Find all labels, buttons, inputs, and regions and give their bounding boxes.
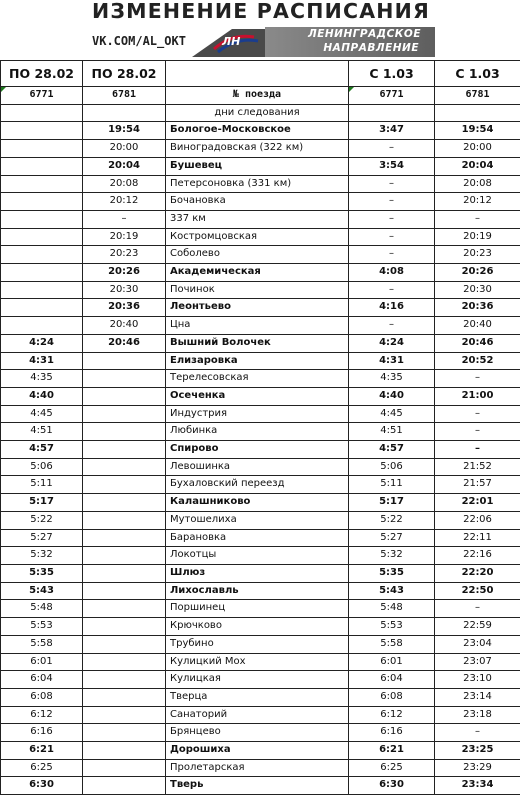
time-until-6771: 5:35 [1,564,83,582]
table-row [1,564,520,582]
station-name: Кулицкий Мох [166,653,349,671]
time-from-6771: 5:48 [349,600,435,618]
station-name: Елизаровка [166,352,349,370]
time-from-6771: 5:32 [349,547,435,565]
days-cell [83,104,166,122]
time-from-6781: 22:59 [435,618,520,636]
time-from-6771: 4:31 [349,352,435,370]
table-row [1,742,520,760]
days-cell [435,104,520,122]
table-row [1,529,520,547]
svg-text:ЛН: ЛН [221,35,240,48]
table-row [1,157,520,175]
time-until-6771: 5:32 [1,547,83,565]
time-until-6771 [1,122,83,140]
time-from-6781: 23:10 [435,671,520,689]
time-from-6771: 6:08 [349,688,435,706]
station-name: Цна [166,317,349,335]
table-row [1,582,520,600]
time-until-6771: 4:45 [1,405,83,423]
time-until-6781 [83,405,166,423]
time-until-6781 [83,511,166,529]
station-name: Пролетарская [166,759,349,777]
time-until-6771: 5:58 [1,635,83,653]
time-until-6781: 20:36 [83,299,166,317]
time-from-6771: – [349,175,435,193]
time-until-6781 [83,653,166,671]
time-until-6781 [83,494,166,512]
time-from-6781: 20:00 [435,140,520,158]
time-from-6771: 6:12 [349,706,435,724]
time-from-6781: 22:11 [435,529,520,547]
time-until-6781 [83,724,166,742]
table-row [1,299,520,317]
time-from-6771: 4:51 [349,423,435,441]
station-name: Трубино [166,635,349,653]
time-from-6771: – [349,228,435,246]
time-until-6781 [83,600,166,618]
time-from-6771: 4:40 [349,387,435,405]
station-name: Виноградовская (322 км) [166,140,349,158]
station-name: Леонтьево [166,299,349,317]
time-from-6771: 3:47 [349,122,435,140]
time-until-6771: 5:43 [1,582,83,600]
time-until-6771: 6:08 [1,688,83,706]
time-until-6771: 4:57 [1,441,83,459]
time-from-6771: 5:27 [349,529,435,547]
time-until-6781: – [83,210,166,228]
station-name: Починок [166,281,349,299]
time-from-6781: – [435,370,520,388]
time-from-6781: 20:08 [435,175,520,193]
col-header-from-1: С 1.03 [349,61,435,87]
train-number-cell: 6781 [435,87,520,105]
time-from-6781: – [435,423,520,441]
table-row [1,476,520,494]
time-until-6781: 20:04 [83,157,166,175]
time-until-6771: 5:22 [1,511,83,529]
time-from-6771: 5:06 [349,458,435,476]
time-until-6771: 4:51 [1,423,83,441]
time-until-6771: 4:24 [1,334,83,352]
time-from-6771: 5:35 [349,564,435,582]
station-name: Спирово [166,441,349,459]
time-until-6771 [1,157,83,175]
banner-line-2: НАПРАВЛЕНИЕ [323,42,419,54]
time-until-6771 [1,264,83,282]
days-cell [349,104,435,122]
time-until-6781 [83,635,166,653]
time-until-6781: 19:54 [83,122,166,140]
time-until-6771: 6:16 [1,724,83,742]
schedule-table [0,60,520,795]
time-until-6781 [83,458,166,476]
train-number-row [1,87,520,105]
time-until-6781 [83,706,166,724]
time-from-6781: 21:52 [435,458,520,476]
time-until-6771: 5:11 [1,476,83,494]
time-from-6781: 23:25 [435,742,520,760]
time-from-6781: 22:06 [435,511,520,529]
time-until-6781 [83,476,166,494]
time-from-6781: – [435,405,520,423]
station-name: Тверь [166,777,349,795]
time-from-6781: 20:40 [435,317,520,335]
time-from-6781: 20:19 [435,228,520,246]
station-name: Локотцы [166,547,349,565]
time-until-6771: 6:04 [1,671,83,689]
time-from-6781: 22:20 [435,564,520,582]
time-until-6781 [83,582,166,600]
time-from-6781: 21:00 [435,387,520,405]
time-from-6781: 23:14 [435,688,520,706]
time-from-6781: 23:07 [435,653,520,671]
time-until-6771 [1,175,83,193]
time-from-6781: 20:12 [435,193,520,211]
time-from-6771: – [349,140,435,158]
time-from-6771: 5:11 [349,476,435,494]
time-until-6771: 5:06 [1,458,83,476]
time-until-6781: 20:00 [83,140,166,158]
time-until-6771: 5:27 [1,529,83,547]
time-from-6781: 22:50 [435,582,520,600]
time-from-6771: 6:25 [349,759,435,777]
table-row [1,706,520,724]
table-row [1,458,520,476]
table-row [1,724,520,742]
time-from-6781: 20:36 [435,299,520,317]
station-name: Вышний Волочек [166,334,349,352]
time-until-6771: 6:12 [1,706,83,724]
time-from-6771: – [349,317,435,335]
station-name: Костромцовская [166,228,349,246]
station-name: Крючково [166,618,349,636]
schedule-table-wrapper [0,60,520,789]
time-until-6771: 5:53 [1,618,83,636]
time-from-6781: 23:18 [435,706,520,724]
time-until-6781: 20:40 [83,317,166,335]
table-row [1,264,520,282]
time-from-6771: – [349,281,435,299]
days-cell [1,104,83,122]
table-row [1,600,520,618]
station-name: Брянцево [166,724,349,742]
time-from-6771: 4:24 [349,334,435,352]
time-until-6781: 20:08 [83,175,166,193]
marker-icon [349,87,354,92]
time-from-6771: 6:16 [349,724,435,742]
time-until-6781: 20:12 [83,193,166,211]
time-from-6771: 4:16 [349,299,435,317]
time-until-6781: 20:46 [83,334,166,352]
table-row [1,759,520,777]
table-row [1,228,520,246]
time-until-6781 [83,671,166,689]
table-row [1,122,520,140]
time-from-6781: 20:04 [435,157,520,175]
station-name: Барановка [166,529,349,547]
train-number-cell: 6771 [349,87,435,105]
station-name: 337 км [166,210,349,228]
station-name: Санаторий [166,706,349,724]
time-from-6771: 4:35 [349,370,435,388]
time-until-6781 [83,423,166,441]
time-until-6781 [83,387,166,405]
station-name: Соболево [166,246,349,264]
time-from-6771: 6:30 [349,777,435,795]
time-until-6781: 20:30 [83,281,166,299]
station-name: Терелесовская [166,370,349,388]
station-name: Калашниково [166,494,349,512]
time-until-6781 [83,441,166,459]
station-name: Бухаловский переезд [166,476,349,494]
time-from-6781: 20:23 [435,246,520,264]
table-row [1,618,520,636]
time-from-6781: 23:34 [435,777,520,795]
col-header-until-1: ПО 28.02 [1,61,83,87]
time-until-6771: 6:21 [1,742,83,760]
time-from-6771: 5:17 [349,494,435,512]
time-until-6781 [83,618,166,636]
time-from-6771: 3:54 [349,157,435,175]
time-from-6771: 6:21 [349,742,435,760]
time-from-6781: 20:46 [435,334,520,352]
time-from-6771: 6:04 [349,671,435,689]
time-from-6771: 6:01 [349,653,435,671]
time-from-6771: 4:08 [349,264,435,282]
station-name: Бологое-Московское [166,122,349,140]
time-until-6781 [83,742,166,760]
marker-icon [1,87,6,92]
time-until-6781 [83,777,166,795]
station-name: Лихославль [166,582,349,600]
time-from-6781: 23:29 [435,759,520,777]
table-row [1,441,520,459]
station-name: Любинка [166,423,349,441]
station-name: Академическая [166,264,349,282]
time-until-6771: 5:17 [1,494,83,512]
header-row [1,61,520,87]
time-until-6771: 6:30 [1,777,83,795]
time-from-6781: 21:57 [435,476,520,494]
station-name: Осеченка [166,387,349,405]
time-until-6771 [1,228,83,246]
time-from-6781: – [435,724,520,742]
time-until-6771: 4:40 [1,387,83,405]
table-row [1,671,520,689]
station-name: Петерсоновка (331 км) [166,175,349,193]
time-until-6781 [83,529,166,547]
time-until-6781 [83,759,166,777]
time-until-6781: 20:26 [83,264,166,282]
table-row [1,246,520,264]
station-name: Бочановка [166,193,349,211]
time-until-6781 [83,688,166,706]
time-until-6771 [1,281,83,299]
table-row [1,334,520,352]
station-name: Тверца [166,688,349,706]
time-from-6781: 20:52 [435,352,520,370]
table-row [1,653,520,671]
station-name: Левошинка [166,458,349,476]
time-until-6771: 6:01 [1,653,83,671]
table-row [1,140,520,158]
table-row [1,210,520,228]
train-number-label: № поезда [166,87,349,105]
time-from-6771: – [349,193,435,211]
time-from-6771: 4:45 [349,405,435,423]
table-row [1,387,520,405]
time-from-6781: 22:16 [435,547,520,565]
time-until-6771: 5:48 [1,600,83,618]
table-row [1,175,520,193]
station-name: Бушевец [166,157,349,175]
col-header-station [166,61,349,87]
time-until-6781 [83,547,166,565]
time-until-6771 [1,140,83,158]
train-number-cell: 6771 [1,87,83,105]
time-from-6781: – [435,600,520,618]
time-from-6771: 5:58 [349,635,435,653]
time-from-6781: 20:30 [435,281,520,299]
col-header-until-2: ПО 28.02 [83,61,166,87]
station-name: Мутошелиха [166,511,349,529]
col-header-from-2: С 1.03 [435,61,520,87]
time-from-6781: 22:01 [435,494,520,512]
time-until-6771 [1,246,83,264]
table-row [1,688,520,706]
station-name: Дорошиха [166,742,349,760]
time-until-6771 [1,299,83,317]
station-name: Индустрия [166,405,349,423]
time-from-6771: – [349,210,435,228]
vk-link[interactable]: VK.COM/AL_OKT [92,34,186,48]
table-row [1,281,520,299]
table-row [1,777,520,795]
station-name: Кулицкая [166,671,349,689]
time-until-6771 [1,317,83,335]
days-label: дни следования [166,104,349,122]
table-row [1,317,520,335]
time-until-6781 [83,564,166,582]
time-until-6771 [1,210,83,228]
time-from-6771: 5:43 [349,582,435,600]
station-name: Шлюз [166,564,349,582]
time-from-6771: 4:57 [349,441,435,459]
table-row [1,547,520,565]
table-row [1,193,520,211]
time-from-6771: – [349,246,435,264]
station-name: Поршинец [166,600,349,618]
time-until-6771: 4:31 [1,352,83,370]
direction-banner [265,27,435,57]
time-from-6781: – [435,210,520,228]
time-from-6771: 5:53 [349,618,435,636]
time-from-6781: 23:04 [435,635,520,653]
header [0,0,520,60]
time-until-6781 [83,370,166,388]
time-until-6781 [83,352,166,370]
time-until-6781: 20:23 [83,246,166,264]
table-row [1,370,520,388]
table-row [1,405,520,423]
table-row [1,423,520,441]
table-row [1,635,520,653]
time-until-6771 [1,193,83,211]
train-number-cell: 6781 [83,87,166,105]
time-until-6771: 4:35 [1,370,83,388]
banner-line-1: ЛЕНИНГРАДСКОЕ [308,28,421,40]
table-row [1,352,520,370]
time-until-6781: 20:19 [83,228,166,246]
time-from-6781: 20:26 [435,264,520,282]
time-until-6771: 6:25 [1,759,83,777]
time-from-6781: 19:54 [435,122,520,140]
time-from-6781: – [435,441,520,459]
time-from-6771: 5:22 [349,511,435,529]
table-row [1,511,520,529]
days-row [1,104,520,122]
page-title: ИЗМЕНЕНИЕ РАСПИСАНИЯ [92,0,432,23]
table-row [1,494,520,512]
